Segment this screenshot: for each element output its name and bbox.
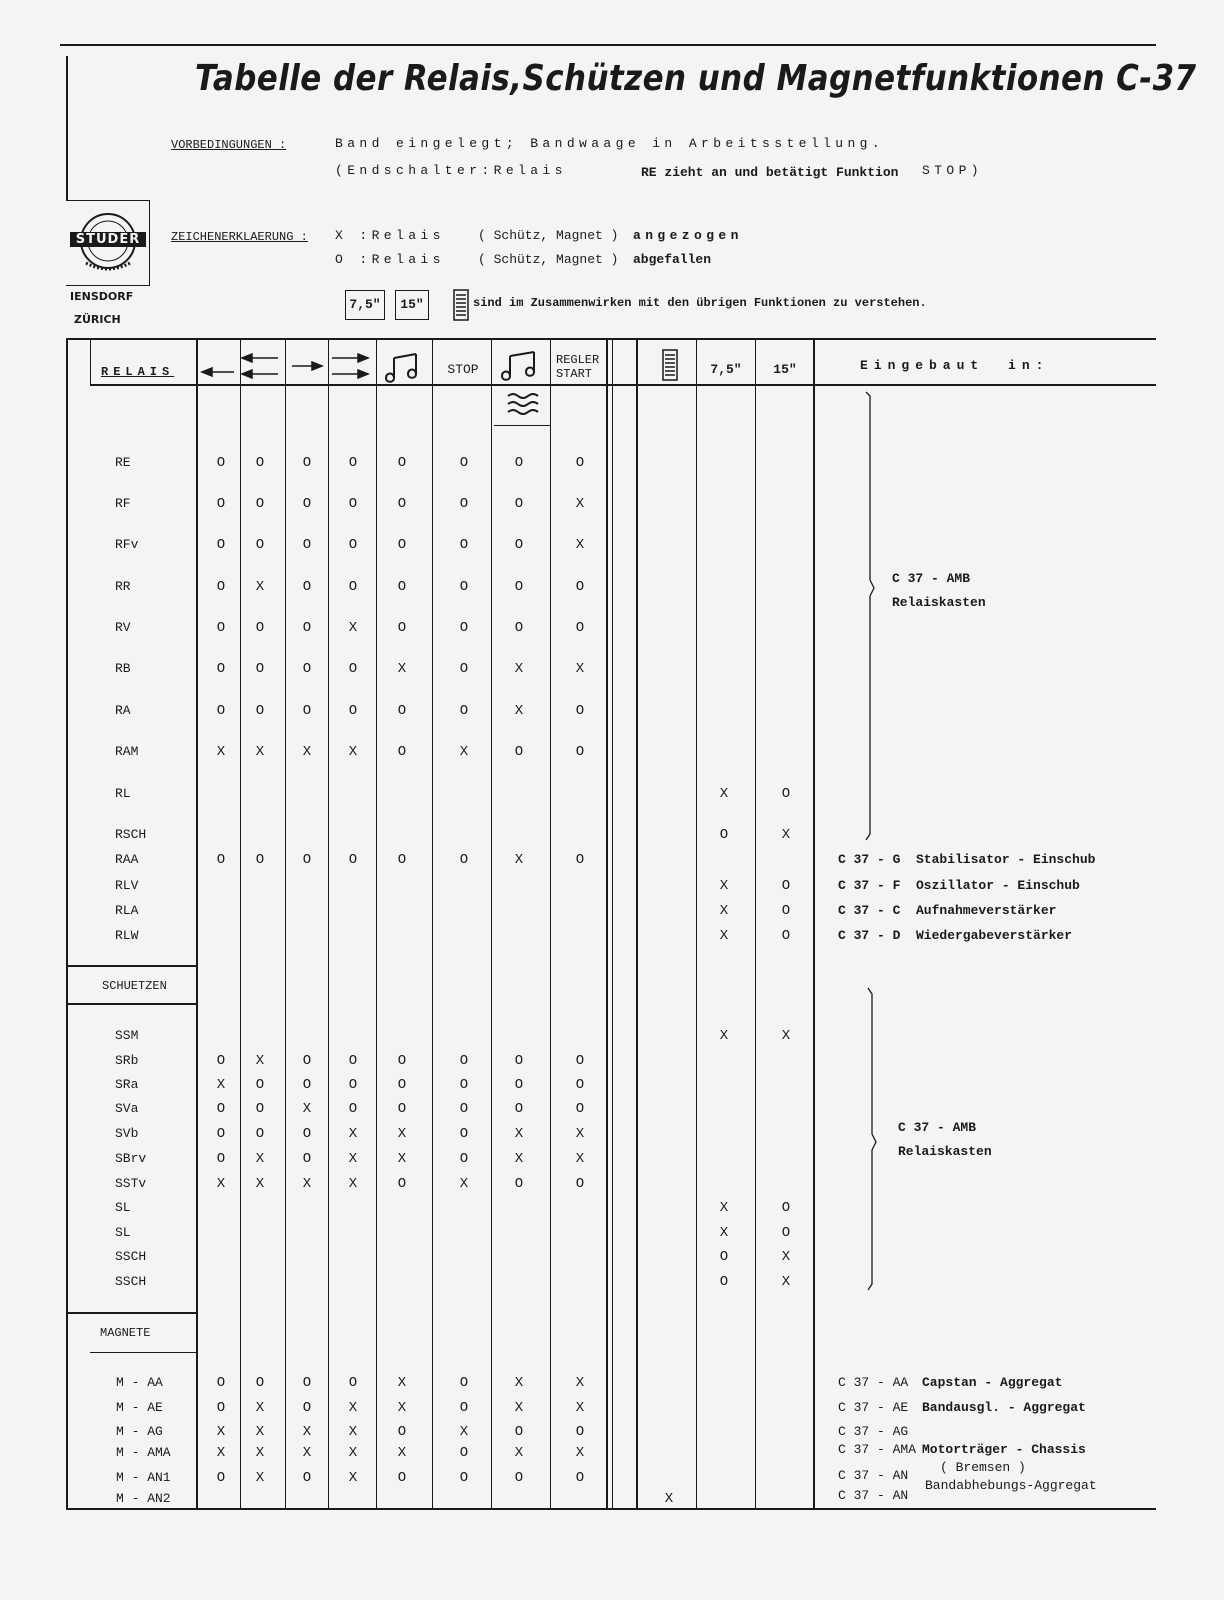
state-cell: O (575, 1053, 585, 1069)
state-cell: O (459, 455, 469, 471)
preconditions-line1: Band eingelegt; Bandwaage in Arbeitsstellung. (335, 136, 885, 151)
legend-box-15: 15" (395, 290, 429, 320)
state-cell: O (302, 1077, 312, 1093)
state-cell: X (348, 1400, 358, 1416)
row-label: SVa (115, 1101, 139, 1116)
installed-code: C 37 - AN (838, 1468, 909, 1483)
row-label: M - AG (116, 1424, 163, 1439)
installed-code: C 37 - G (838, 852, 901, 867)
state-cell: X (514, 852, 524, 868)
speed-cell: X (719, 878, 729, 894)
state-cell: O (514, 579, 524, 595)
play-note-icon (380, 350, 426, 389)
preconditions-label: VORBEDINGUNGEN : (171, 138, 287, 152)
state-cell: O (397, 1424, 407, 1440)
grid-vline (491, 340, 492, 1510)
state-cell: O (397, 455, 407, 471)
state-cell: O (459, 1077, 469, 1093)
installed-code: C 37 - D (838, 928, 901, 943)
state-cell: X (397, 1151, 407, 1167)
row-label: RLW (115, 928, 139, 943)
row-label: M - AE (116, 1400, 163, 1415)
state-cell: O (348, 455, 358, 471)
speed-cell: X (781, 1274, 791, 1290)
grid-vline (755, 340, 756, 1510)
table-top-line (66, 338, 1156, 340)
logo-frame (66, 200, 150, 286)
state-cell: X (459, 1176, 469, 1192)
state-cell: O (575, 1101, 585, 1117)
state-cell: O (216, 1053, 226, 1069)
row-label: RF (115, 496, 131, 511)
speed-cell: X (781, 1249, 791, 1265)
legend-o-b: ( Schütz, Magnet ) (478, 252, 619, 267)
row-label: M - AN2 (116, 1491, 171, 1506)
state-cell: X (255, 1470, 265, 1486)
state-cell: X (348, 1176, 358, 1192)
speed-cell: X (719, 786, 729, 802)
grid-vline (240, 340, 241, 1510)
grid-vline (696, 340, 697, 1510)
state-cell: X (255, 1400, 265, 1416)
installed-code: C 37 - C (838, 903, 901, 918)
speed-cell: X (719, 1225, 729, 1241)
grid-vline (612, 340, 613, 1510)
state-cell: O (459, 1375, 469, 1391)
row-label: RL (115, 786, 131, 801)
installed-desc: Bandabhebungs-Aggregat (925, 1478, 1097, 1493)
preconditions-line2-prefix: (Endschalter:Relais (335, 163, 567, 178)
state-cell: X (575, 496, 585, 512)
row-label: RLV (115, 878, 139, 893)
state-cell: O (216, 1151, 226, 1167)
state-cell: X (216, 1445, 226, 1461)
state-cell: O (216, 1126, 226, 1142)
state-cell: O (348, 579, 358, 595)
speed-15-header: 15" (773, 362, 797, 377)
state-cell: X (575, 1126, 585, 1142)
state-cell: O (348, 852, 358, 868)
state-cell: O (302, 1375, 312, 1391)
row-label: RR (115, 579, 131, 594)
state-cell: X (348, 1126, 358, 1142)
state-cell: O (216, 661, 226, 677)
state-cell: O (348, 1053, 358, 1069)
state-cell: X (514, 1445, 524, 1461)
grid-vline (376, 340, 377, 1510)
row-label: SL (115, 1200, 131, 1215)
row-label: SSCH (115, 1274, 147, 1289)
state-cell: O (514, 620, 524, 636)
state-cell: O (302, 661, 312, 677)
state-cell: O (514, 455, 524, 471)
state-cell: O (397, 1077, 407, 1093)
legend-label: ZEICHENERKLAERUNG : (171, 230, 308, 244)
row-label: RLA (115, 903, 139, 918)
state-cell: O (302, 579, 312, 595)
state-cell: O (302, 1126, 312, 1142)
preconditions-line2-suffix: STOP) (922, 163, 984, 178)
legend-o-a: O :Relais (335, 252, 445, 267)
grid-vline (813, 340, 815, 1510)
state-cell: O (514, 496, 524, 512)
state-cell: X (514, 1126, 524, 1142)
installed-code: C 37 - AN (838, 1488, 909, 1503)
state-cell: X (255, 1424, 265, 1440)
speed-cell: O (719, 1249, 729, 1265)
state-cell: O (575, 744, 585, 760)
state-cell: X (255, 1176, 265, 1192)
state-cell: O (514, 1053, 524, 1069)
installed-code: C 37 - AE (838, 1400, 909, 1415)
state-cell: O (255, 852, 265, 868)
grid-vline (550, 340, 551, 1510)
schuetzen-bottom-line (68, 1003, 198, 1005)
state-cell: O (216, 1400, 226, 1416)
left-border-top (66, 56, 68, 201)
row-label: RV (115, 620, 131, 635)
regler-start-header (556, 353, 599, 381)
state-cell: O (514, 1176, 524, 1192)
schuetzen-top-line (68, 965, 198, 967)
state-cell: X (397, 1126, 407, 1142)
state-cell: O (397, 852, 407, 868)
state-cell: X (575, 1151, 585, 1167)
installed-code: C 37 - F (838, 878, 901, 893)
installed-desc: Relaiskasten (898, 1144, 992, 1159)
speed-cell: O (781, 786, 791, 802)
speed-cell: X (719, 1028, 729, 1044)
state-cell: O (397, 1101, 407, 1117)
eingebaut-header: Eingebaut in: (860, 358, 1050, 373)
state-cell: O (397, 703, 407, 719)
state-cell: O (302, 1400, 312, 1416)
state-cell: O (302, 496, 312, 512)
speed-cell: O (781, 1225, 791, 1241)
row-label: SSTv (115, 1176, 147, 1191)
state-cell: O (459, 620, 469, 636)
state-cell: O (575, 579, 585, 595)
state-cell: O (216, 620, 226, 636)
state-cell: O (302, 537, 312, 553)
magnete-top-line (68, 1312, 198, 1314)
state-cell: O (216, 852, 226, 868)
installed-desc: Relaiskasten (892, 595, 986, 610)
brace-lines (860, 390, 880, 1600)
state-cell: O (255, 1126, 265, 1142)
installed-desc: Motorträger - Chassis (922, 1442, 1086, 1457)
state-cell: X (348, 1151, 358, 1167)
state-cell: O (575, 455, 585, 471)
state-cell: O (459, 661, 469, 677)
state-cell: O (575, 1176, 585, 1192)
tape-stack-icon (453, 289, 469, 326)
state-cell: O (255, 703, 265, 719)
state-cell: X (514, 1400, 524, 1416)
state-cell: O (216, 579, 226, 595)
state-cell: O (459, 1053, 469, 1069)
state-cell: O (459, 1400, 469, 1416)
magnete-bottom-line (90, 1352, 198, 1353)
grid-vline (328, 340, 329, 1510)
row-label: RAA (115, 852, 139, 867)
installed-code: C 37 - AMB (898, 1120, 977, 1135)
state-cell: O (514, 1077, 524, 1093)
state-cell: O (459, 1101, 469, 1117)
state-cell: X (397, 1375, 407, 1391)
state-cell: X (255, 1445, 265, 1461)
state-cell: O (397, 1176, 407, 1192)
state-cell: O (348, 1375, 358, 1391)
state-cell: O (575, 1470, 585, 1486)
legend-x-a: X :Relais (335, 228, 445, 243)
state-cell: X (216, 1077, 226, 1093)
row-label: M - AA (116, 1375, 163, 1390)
row-label: SSM (115, 1028, 139, 1043)
state-cell: O (216, 1101, 226, 1117)
state-cell: O (255, 620, 265, 636)
state-cell: O (514, 1470, 524, 1486)
state-cell: O (514, 537, 524, 553)
row-label: RAM (115, 744, 139, 759)
state-cell: O (216, 1375, 226, 1391)
state-cell: X (575, 1445, 585, 1461)
installed-desc: Aufnahmeverstärker (916, 903, 1057, 918)
row-label: SRa (115, 1077, 139, 1092)
row-label: RB (115, 661, 131, 676)
state-cell: O (459, 703, 469, 719)
grid-vline (196, 340, 198, 1510)
state-cell: O (255, 537, 265, 553)
legend-x-b: ( Schütz, Magnet ) (478, 228, 619, 243)
state-cell: O (255, 1077, 265, 1093)
state-cell: X (459, 744, 469, 760)
row-label: RE (115, 455, 131, 470)
state-cell: O (255, 496, 265, 512)
state-cell: X (216, 744, 226, 760)
state-cell: O (459, 537, 469, 553)
grid-vline (432, 340, 433, 1510)
row-label: SRb (115, 1053, 139, 1068)
state-cell: O (348, 661, 358, 677)
state-cell: O (397, 1053, 407, 1069)
installed-code: C 37 - AMA (838, 1442, 917, 1457)
state-cell: X (397, 1445, 407, 1461)
state-cell: X (514, 703, 524, 719)
speed-cell: O (719, 1274, 729, 1290)
state-cell: O (397, 579, 407, 595)
state-cell: X (459, 1424, 469, 1440)
state-cell: X (397, 661, 407, 677)
state-cell: O (397, 496, 407, 512)
grid-vline (606, 340, 608, 1510)
state-cell: O (216, 455, 226, 471)
state-cell: O (302, 852, 312, 868)
state-cell: X (348, 1470, 358, 1486)
state-cell: X (255, 579, 265, 595)
state-cell: O (459, 852, 469, 868)
installed-code: C 37 - AMB (892, 571, 971, 586)
state-cell: X (514, 661, 524, 677)
installed-desc: ( Bremsen ) (940, 1460, 1026, 1475)
state-cell: X (302, 744, 312, 760)
state-cell: X (575, 661, 585, 677)
installed-code: C 37 - AA (838, 1375, 909, 1390)
state-cell: O (459, 1151, 469, 1167)
state-cell: O (348, 1101, 358, 1117)
state-cell: X (302, 1176, 312, 1192)
state-cell: O (459, 579, 469, 595)
state-cell: O (216, 537, 226, 553)
state-cell: X (255, 1151, 265, 1167)
relais-header: RELAIS (101, 365, 175, 379)
state-cell: X (216, 1424, 226, 1440)
tape-stack-cell: X (664, 1491, 674, 1507)
state-cell: O (348, 496, 358, 512)
state-cell: X (216, 1176, 226, 1192)
top-border (60, 44, 1156, 46)
speed-cell: X (719, 1200, 729, 1216)
state-cell: O (514, 1101, 524, 1117)
grid-vline (636, 340, 638, 1510)
state-cell: O (514, 1424, 524, 1440)
state-cell: O (255, 1375, 265, 1391)
state-cell: X (302, 1445, 312, 1461)
state-cell: O (514, 744, 524, 760)
state-cell: O (216, 1470, 226, 1486)
stop-header: STOP (447, 362, 479, 377)
row-label: RSCH (115, 827, 147, 842)
row-label: SL (115, 1225, 131, 1240)
state-cell: O (397, 620, 407, 636)
tape-stack-header-icon (662, 349, 678, 386)
speed-cell: X (781, 1028, 791, 1044)
record-note-icon (494, 346, 550, 431)
state-cell: X (348, 620, 358, 636)
state-cell: X (348, 1424, 358, 1440)
legend-box-7-5: 7,5" (345, 290, 385, 320)
state-cell: X (575, 1400, 585, 1416)
row-label: RFv (115, 537, 139, 552)
state-cell: O (459, 1470, 469, 1486)
state-cell: O (575, 1424, 585, 1440)
row-label: SBrv (115, 1151, 147, 1166)
state-cell: O (575, 1077, 585, 1093)
state-cell: O (575, 703, 585, 719)
speed-cell: O (781, 878, 791, 894)
state-cell: X (255, 1053, 265, 1069)
row-label: M - AMA (116, 1445, 171, 1460)
state-cell: O (302, 620, 312, 636)
state-cell: O (216, 703, 226, 719)
logo-city-2: ZÜRICH (74, 313, 121, 326)
speed-cell: O (781, 928, 791, 944)
table-bottom-line (66, 1508, 1156, 1510)
speed-cell: X (781, 827, 791, 843)
preconditions-line2-rest: RE zieht an und betätigt Funktion (641, 165, 899, 180)
state-cell: O (348, 703, 358, 719)
state-cell: X (348, 744, 358, 760)
page-title: Tabelle der Relais,Schützen und Magnetfunktionen C-37 (195, 58, 1197, 99)
installed-desc: Stabilisator - Einschub (916, 852, 1096, 867)
state-cell: O (459, 1445, 469, 1461)
state-cell: O (348, 537, 358, 553)
legend-o-c: abgefallen (633, 252, 712, 267)
state-cell: O (348, 1077, 358, 1093)
state-cell: X (397, 1400, 407, 1416)
row-label: RA (115, 703, 131, 718)
state-cell: O (255, 661, 265, 677)
row-label: M - AN1 (116, 1470, 171, 1485)
magnete-label: MAGNETE (100, 1326, 151, 1340)
schuetzen-label: SCHUETZEN (102, 979, 167, 993)
installed-code: C 37 - AG (838, 1424, 909, 1439)
state-cell: X (348, 1445, 358, 1461)
start-label: START (556, 367, 593, 381)
state-cell: O (302, 1470, 312, 1486)
state-cell: X (514, 1375, 524, 1391)
state-cell: O (255, 455, 265, 471)
row-label: SSCH (115, 1249, 147, 1264)
logo-text: STUDER (75, 232, 141, 247)
state-cell: X (255, 744, 265, 760)
installed-desc: Bandausgl. - Aggregat (922, 1400, 1086, 1415)
state-cell: O (216, 496, 226, 512)
speed-cell: X (719, 903, 729, 919)
left-outer-line (66, 340, 68, 1510)
relais-inner-line (90, 340, 91, 386)
installed-desc: Capstan - Aggregat (922, 1375, 1063, 1390)
speed-cell: O (781, 1200, 791, 1216)
legend-x-c: angezogen (633, 228, 743, 243)
state-cell: X (575, 537, 585, 553)
state-cell: O (397, 1470, 407, 1486)
state-cell: O (397, 744, 407, 760)
installed-desc: Oszillator - Einschub (916, 878, 1080, 893)
state-cell: O (302, 703, 312, 719)
legend-note: sind im Zusammenwirken mit den übrigen Funktionen zu verstehen. (473, 296, 927, 310)
state-cell: O (302, 1151, 312, 1167)
state-cell: O (302, 1053, 312, 1069)
state-cell: X (575, 1375, 585, 1391)
installed-desc: Wiedergabeverstärker (916, 928, 1073, 943)
logo-city-1: IENSDORF (70, 290, 134, 303)
speed-cell: O (781, 903, 791, 919)
state-cell: O (397, 537, 407, 553)
state-cell: O (459, 496, 469, 512)
state-cell: O (575, 620, 585, 636)
state-cell: O (255, 1101, 265, 1117)
speed-7-5-header: 7,5" (710, 362, 742, 377)
speed-cell: X (719, 928, 729, 944)
state-cell: O (575, 852, 585, 868)
row-label: SVb (115, 1126, 139, 1141)
regler-label: REGLER (556, 353, 600, 367)
state-cell: X (302, 1101, 312, 1117)
state-cell: X (514, 1151, 524, 1167)
state-cell: O (302, 455, 312, 471)
speed-cell: O (719, 827, 729, 843)
state-cell: X (302, 1424, 312, 1440)
grid-vline (285, 340, 286, 1510)
state-cell: O (459, 1126, 469, 1142)
